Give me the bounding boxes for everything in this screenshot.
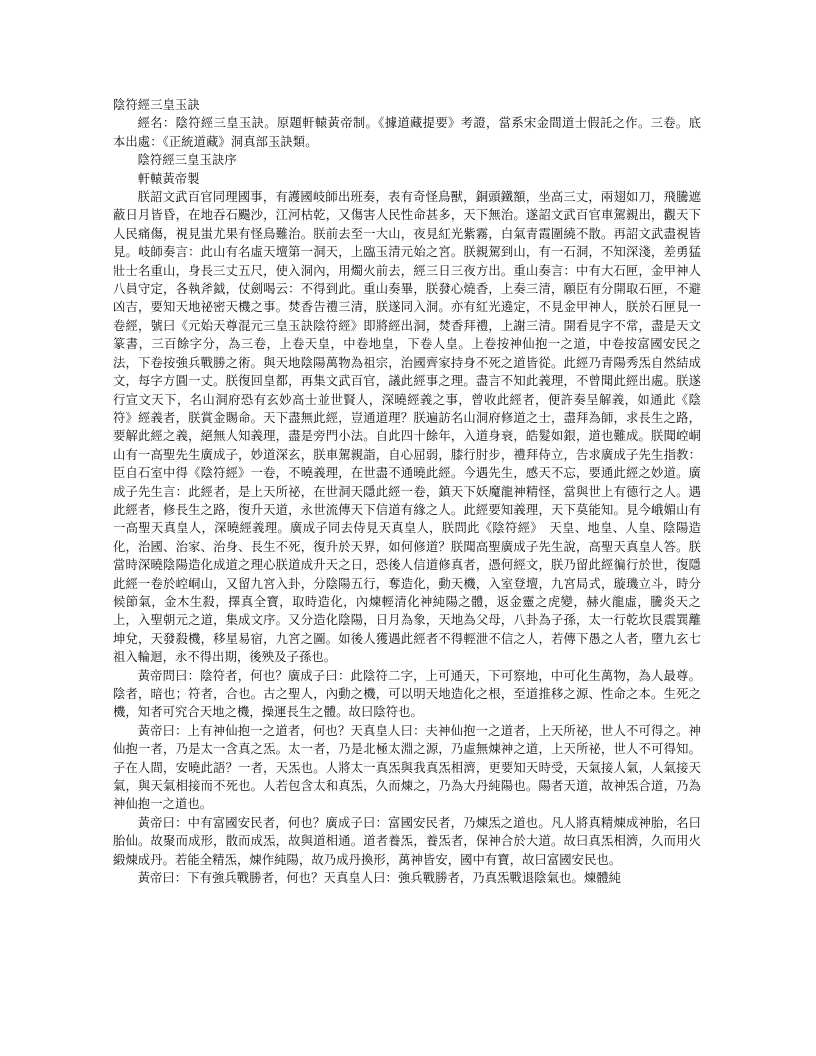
paragraph-qa-fuguo: 黃帝曰：中有富國安民者，何也？廣成子曰：富國安民者，乃煉炁之道也。凡人將真精煉成神胎，名曰胎仙。故聚而成形，散而成炁，故與道相通。道者養炁，養炁者，保神合於大道。故曰真炁相濟，久而用火緞煉成丹。若能全精炁，煉作純陽，故乃成丹換形，萬神皆安，國中有寶，故曰富國安民也。 <box>113 815 701 867</box>
text-column <box>113 96 701 887</box>
paragraph-author: 軒轅黃帝製 <box>137 171 200 186</box>
paragraph-qa-qiangbing: 黃帝曰：下有強兵戰勝者，何也？天真皇人曰：強兵戰勝者，乃真炁戰退陰氣也。煉體純 <box>137 871 622 886</box>
paragraph-preface-heading: 陰符經三皇玉訣序 <box>137 153 237 168</box>
paragraph-preface-body: 朕詔文武百官同理國事，有護國岐師出班奏，表有奇怪鳥獸，銅頭鐵額，坐高三丈，兩翅如刀，飛騰遮蔽日月皆昏，在地吞石颺沙，江河枯乾，又傷害人民性命甚多，天下無治。遂詔文武百官車駕親出，觀天下人民痛傷，視見蚩尤果有怪鳥難治。朕前去至一大山，夜見紅光紫霧，白氣青霞圍繞不散。再詔文武盡視皆見。岐師奏言：此山有名虛天壇第一洞天，上臨玉清元始之宮。朕親駕到山，有一石洞，不知深淺，差勇猛壯士名重山，身長三丈五尺，使入洞內，用燭火前去，經三日三夜方出。重山奏言：中有大石匣，金甲神人八員守定，各執斧鉞，仗劍喝云：不得到此。重山奏畢，朕發心燒香，上奏三清，願臣有分開取石匣，不避凶吉，要知天地祕密天機之事。焚香告禮三清，朕遂同入洞。亦有紅光遶定，不見金甲神人，朕於石匣見一卷經，號曰《元始天尊混元三皇玉訣陰符經》即將經出洞，焚香拜禮，上謝三清。開看見字不常，盡是天文篆書，三百餘字分，為三卷，上卷天皇，中卷地皇，下卷人皇。上卷按神仙抱一之道，中卷按富國安民之法，下卷按強兵戰勝之術。與天地陰陽萬物為祖宗，治國齊家持身不死之道皆從。此經乃青陽秀炁自然結成文，每字方圓一丈。朕復回皇都，再集文武百官，議此經事之理。盡言不知此義理，不曾聞此經出處。朕遂行宣文天下，名山洞府恐有玄妙高士並世賢人，深曉經義之事，曾收此經者，便許奏呈解義，如通此《陰符》經義者，朕賞金賜命。天下盡無此經，豈通道理？朕遍訪名山洞府修道之士，盡拜為師，求長生之路，要解此經之義，絕無人知義理，盡是旁門小法。自此四十餘年，入道身衰，皓髮如銀，道也難成。朕聞崆峒山有一高聖先生廣成子，妙道深玄，朕車駕親詣，自心屈弱，膝行肘步，禮拜侍立，告求廣成子先生指教：臣自石室中得《陰符經》一卷，不曉義理，在世盡不通曉此經。今遇先生，感天不忘，要通此經之妙道。廣成子先生言：此經者，是上天所祕，在世洞天隱此經一卷，鎮天下妖魔龍神精怪，當與世上有德行之人。遇此經者，修長生之路，復升天道，永世流傳天下信道有緣之人。此經要知義理，天下莫能知。見今峨媚山有一高聖天真皇人，深曉經義理。廣成子同去侍見天真皇人，朕問此《陰符經》 天皇、地皇、人皇、陰陽造化，治國、治家、治身、長生不死，復升於天界，如何修道？朕聞高聖廣成子先生說，高聖天真皇人答。朕當時深曉陰陽造化成道之理心朕道成升天之日，恐後人信道修真者，憑何經文，朕乃留此經徧行於世，復隱此經一卷於崆峒山，又留九宮入卦，分陰陽五行，奪造化，動天機，入室登壇，九宮局式，璇璣立斗，時分候節氣，金木生殺，擇真全寶，取時造化，內煉輕清化神純陽之體，返金靈之虎變，赫火龍虛，騰炎天之上，入聖朝元之道，集成文序。又分造化陰陽，日月為象，天地為父母，八卦為子孫，太一行乾坎艮震巽離坤兌，天發殺機，移星易宿，九宮之圖。如後人獲遇此經者不得輕泄不信之人，若傳下愚之人者，墮九玄七祖入輪迴，永不得出期，後殃及子孫也。 <box>113 190 701 665</box>
document-title: 陰符經三皇玉訣 <box>113 98 200 112</box>
paragraph-qa-yinfu: 黃帝問曰：陰符者，何也？廣成子曰：此陰符二字，上可通天，下可察地，中可化生萬物，為人最尊。陰者，暗也；符者，合也。古之聖人，內動之機，可以明天地造化之根，至道推移之源、性命之本。生死之機，知者可究合天地之機，操運長生之體。故曰陰符也。 <box>113 668 701 720</box>
paragraph-colophon: 經名：陰符經三皇玉訣。原題軒轅黃帝制。《據道藏提要》考證，當系宋金間道士假託之作。三卷。底本出處：《正統道藏》洞真部玉訣類。 <box>113 116 701 149</box>
paragraph-qa-shenxian: 黃帝曰：上有神仙抱一之道者，何也？天真皇人曰：夫神仙抱一之道者，上天所祕，世人不可得之。神仙抱一者，乃是太一含真之炁。太一者，乃是北極太淵之源，乃虛無煉神之道，上天所祕，世人不可得知。子在人間，安曉此語？一者，天炁也。人將太一真炁與我真炁相濟，更要知天時受，天氣接人氣，人氣接天氣，與天氣相接而不死也。人若包含太和真炁，久而煉之，乃為大丹純陽也。陽者天道，故神炁合道，乃為神仙抱一之道也。 <box>113 723 701 812</box>
